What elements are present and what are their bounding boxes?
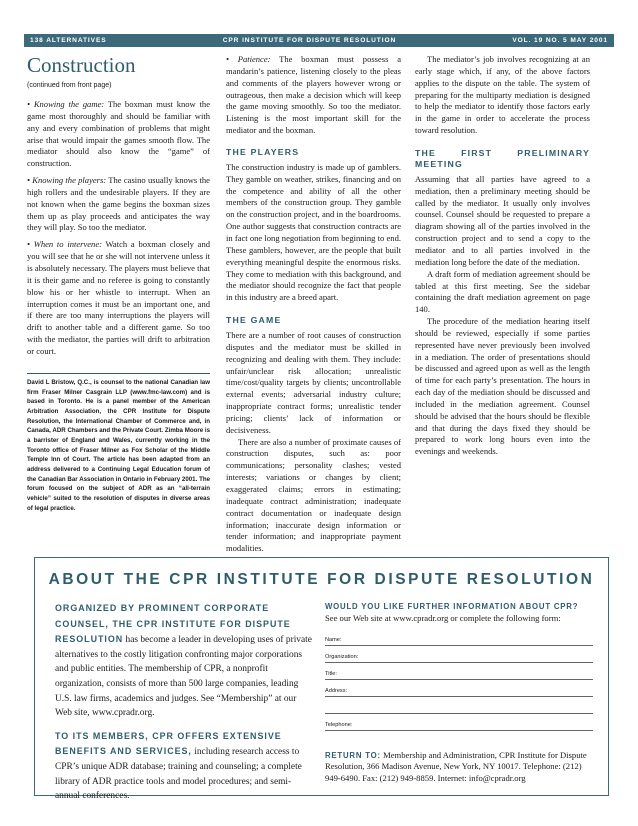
info-heading: WOULD YOU LIKE FURTHER INFORMATION ABOUT CPR? bbox=[325, 602, 579, 611]
header-publisher: CPR INSTITUTE FOR DISPUTE RESOLUTION bbox=[222, 37, 397, 44]
about-title: ABOUT THE CPR INSTITUTE FOR DISPUTE RESOLUTION bbox=[48, 571, 595, 588]
heading-game: THE GAME bbox=[226, 315, 282, 326]
game-paragraph-1: There are a number of root causes of construction disputes and the mediator must be skilled in recognizing and dealing with them. They include: unfair/unclear risk allocation; unrealistic time/cost/quality targets by clients; uncontrollable external events; adversarial industry culture; inappropriate contract forms; unrealistic tender pricing; clients’ lack of information or decisiveness. bbox=[226, 330, 401, 435]
bio-divider bbox=[27, 373, 210, 374]
continued-note: (continued from front page) bbox=[27, 82, 112, 89]
telephone-field[interactable]: Telephone: bbox=[325, 714, 593, 731]
meeting-paragraph-3: The procedure of the mediation hearing itself should be reviewed, especially if some parties represented have never previously been involved in a mediation. The order of presentations should be discussed and agreed upon as well as the length of time for each party’s presentation. The hours in each day of the mediation should be discussed and included in the mediation agreement. Counsel should be advised that the hours should be flexible and that during the days fixed they should be prepared to work long hours even into the evenings and weekends. bbox=[415, 316, 590, 457]
game-paragraph-2: There are also a number of proximate causes of construction disputes, such as: poor communications; personality clashes; vested interests; variations or changes by client; exaggerated claims; errors in estimating; inadequate contract administration; inadequate contract documentation or inadequate design information; inaccurate design information or tender information; and inappropriate payment modalities. bbox=[226, 436, 401, 554]
info-request-form bbox=[325, 601, 593, 784]
header-issue: VOL. 19 NO. 5 MAY 2001 bbox=[512, 37, 608, 44]
column-3 bbox=[415, 54, 590, 458]
form-fields bbox=[325, 629, 593, 731]
about-paragraph-1: ORGANIZED BY PROMINENT CORPORATE COUNSEL, THE CPR INSTITUTE FOR DISPUTE RESOLUTION has become a leader in developing uses of private alternatives to the costly litigation confronting major corporations and public entities. The membership of CPR, a nonprofit organization, consists of more than 500 large companies, leading U.S. law firms, academics and judges. See “Membership” at our Web site, www.cpradr.org. bbox=[55, 603, 312, 719]
meeting-paragraph-1: Assuming that all parties have agreed to a mediation, then a preliminary meeting should be called by the mediator. It usually only involves counsel. Counsel should be requested to prepare a diagram showing all of the parties involved in the construction project and to send a copy to the mediator and to all parties involved in the mediation long before the date of the mediation. bbox=[415, 173, 590, 267]
author-bio: David L Bristow, Q.C., is counsel to the national Canadian law firm Fraser Milner Casgrain LLP (www.fmc-law.com) and is based in Toronto. He is a panel member of the American Arbitration Association, the CPR Institute for Dispute Resolution, the International Chamber of Commerce and, in Canada, ADR Chambers and the Private Court. Zimba Moore is a barrister of England and Wales, currently working in the Toronto office of Fraser Milner as Fox Scholar of the Middle Temple Inn of Court. The article has been adapted from an address delivered to a Continuing Legal Education forum of the Canadian Bar Association in Ontario in February 2001. The forum focused on the subject of ADR as an “all-terrain vehicle” suited to the resolution of disputes in diverse areas of legal practice. bbox=[27, 379, 210, 512]
bullet-knowing-game: • Knowing the game: The boxman must know the game most thoroughly and should be familiar with any and every combination of problems that might arise that would impair the games smooth flow. The mediator should also know the “game” of construction. bbox=[27, 99, 210, 169]
column-1 bbox=[27, 54, 210, 358]
bullet-knowing-players: • Knowing the players: The casino usually knows the high rollers and the undesirable players. If they are not known when the game begins the boxman sizes them up as play proceeds and anticipates the way they will play. So too the mediator. bbox=[27, 175, 210, 233]
about-cpr-box bbox=[34, 557, 609, 802]
header-page-section: 138 ALTERNATIVES bbox=[30, 37, 107, 44]
info-text: See our Web site at www.cpradr.org or complete the following form: bbox=[325, 613, 561, 623]
address-line-2-field[interactable] bbox=[325, 697, 593, 714]
game-paragraph-3: The mediator’s job involves recognizing at an early stage which, if any, of the above factors applies to the dispute on the table. The system of preparing for the multiparty mediation is designed to help the mediator to identify those factors early in the game in order to accelerate the process toward resolution. bbox=[415, 54, 590, 136]
title-field[interactable]: Title: bbox=[325, 663, 593, 680]
organization-field[interactable]: Organization: bbox=[325, 646, 593, 663]
heading-players: THE PLAYERS bbox=[226, 146, 300, 157]
bullet-patience: • Patience: The boxman must possess a mandarin’s patience, listening closely to the pleas and comments of the players however wrong or outrageous, then make a decision which will keep the game moving smoothly. So too the mediator. Listening is the most important skill for the mediator and the boxman. bbox=[226, 54, 401, 136]
heading-first-meeting: THE FIRST PRELIMINARY MEETING bbox=[415, 147, 590, 169]
address-field[interactable]: Address: bbox=[325, 680, 593, 697]
column-2 bbox=[226, 54, 401, 555]
return-address: RETURN TO: Membership and Administration, CPR Institute for Dispute Resolution, 366 Madison Avenue, New York, NY 10017. Telephone: (212) 949-6490. Fax: (212) 949-8859. Internet: info@cpradr.org bbox=[325, 749, 587, 783]
meeting-paragraph-2: A draft form of mediation agreement should be tabled at this first meeting. See the sidebar containing the draft mediation agreement on page 140. bbox=[415, 268, 590, 315]
about-paragraph-2: TO ITS MEMBERS, CPR OFFERS EXTENSIVE BENEFITS AND SERVICES, including research access to CPR’s unique ADR database; training and counseling; a complete library of ADR practice tools and model procedures; and semi-annual conferences. bbox=[55, 730, 302, 802]
bullet-when-intervene: • When to intervene: Watch a boxman closely and you will see that he or she will not intervene unless it is absolutely necessary. The players must believe that it is their game and no referee is going to constantly blow his or her whistle to interrupt. When an interruption comes it must be an important one, and if there are too many interruptions the players will drift to another table and a different game. So too with the mediator, the parties will drift to arbitration or court. bbox=[27, 239, 211, 356]
name-field[interactable]: Name: bbox=[325, 629, 593, 646]
players-paragraph: The construction industry is made up of gamblers. They gamble on weather, strikes, financing and on the competence and ability of all the other members of the construction group. They gamble on the construction project, and in the boardrooms. One author suggests that construction contracts are in fact one long negotiation from beginning to end. These gamblers, however, are the people that built everything meaningful despite the enormous risks. They come to mediation with this background, and the mediator should recognize the fact that people in this industry are a breed apart. bbox=[226, 161, 401, 303]
running-header bbox=[24, 34, 614, 47]
article-title: Construction bbox=[27, 53, 136, 77]
about-description bbox=[55, 601, 313, 804]
